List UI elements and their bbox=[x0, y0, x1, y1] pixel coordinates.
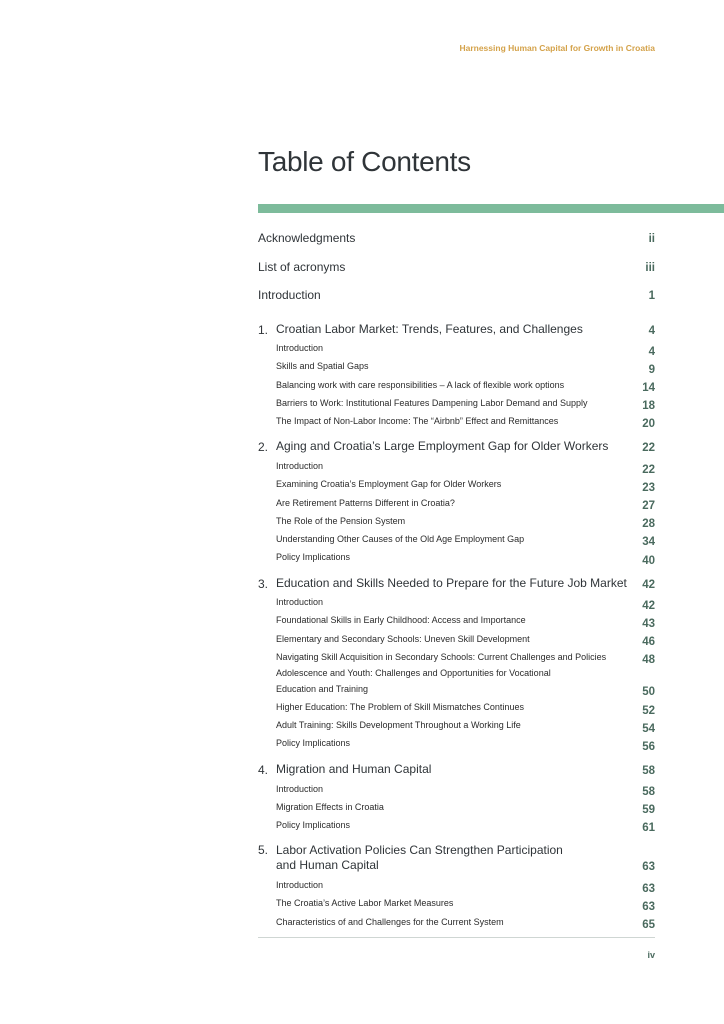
toc-subentry[interactable] bbox=[258, 780, 655, 798]
subentry-label: Introduction bbox=[276, 597, 324, 608]
toc-page-number: 40 bbox=[642, 554, 655, 567]
toc-chapter-1 bbox=[258, 322, 655, 431]
toc-subentry[interactable] bbox=[258, 895, 655, 913]
chapter-number: 1. bbox=[258, 322, 269, 337]
page-number: iv bbox=[647, 950, 655, 960]
subentry-label: Navigating Skill Acquisition in Secondary Schools: Current Challenges and Policies bbox=[276, 651, 607, 662]
toc-subentry[interactable] bbox=[258, 394, 655, 412]
toc-page-number: 52 bbox=[642, 704, 655, 717]
subentry-label: Characteristics of and Challenges for the Current System bbox=[276, 916, 504, 927]
subentry-label: Elementary and Secondary Schools: Uneven Skill Development bbox=[276, 633, 530, 644]
chapter-title: Migration and Human Capital bbox=[276, 761, 432, 776]
toc-page-number: 65 bbox=[642, 919, 655, 931]
toc-page-number: 58 bbox=[642, 786, 655, 799]
toc-chapter-5 bbox=[258, 843, 655, 931]
subentry-label: Introduction bbox=[276, 461, 324, 472]
chapter-number: 2. bbox=[258, 440, 269, 455]
toc-subentry[interactable] bbox=[258, 798, 655, 816]
toc-page-number: 63 bbox=[642, 882, 655, 895]
toc-entry-acronyms[interactable] bbox=[258, 260, 655, 289]
toc-page-number: iii bbox=[645, 261, 655, 274]
subentry-label: Policy Implications bbox=[276, 552, 351, 563]
toc-entry-introduction[interactable] bbox=[258, 288, 655, 317]
toc-page-number: 43 bbox=[642, 617, 655, 630]
chapter-title: Labor Activation Policies Can Strengthen Participation and Human Capital bbox=[276, 843, 563, 873]
subentry-label: Introduction bbox=[276, 343, 324, 354]
running-header: Harnessing Human Capital for Growth in Croatia bbox=[459, 43, 655, 53]
toc-page-number: 48 bbox=[642, 654, 655, 667]
toc-page-number: 34 bbox=[642, 536, 655, 549]
toc-chapter-3 bbox=[258, 576, 655, 753]
table-of-contents bbox=[258, 231, 655, 940]
toc-subentry[interactable] bbox=[258, 913, 655, 931]
toc-page-number: 28 bbox=[642, 518, 655, 531]
subentry-label: Introduction bbox=[276, 783, 324, 794]
chapter-heading[interactable] bbox=[258, 322, 655, 337]
page-title: Table of Contents bbox=[258, 146, 471, 177]
toc-subentry[interactable] bbox=[258, 476, 655, 494]
toc-subentry[interactable] bbox=[258, 612, 655, 630]
chapter-heading[interactable] bbox=[258, 439, 655, 454]
toc-page-number: 42 bbox=[642, 578, 655, 591]
subentry-label: Foundational Skills in Early Childhood: Access and Importance bbox=[276, 615, 526, 626]
subentry-label: Barriers to Work: Institutional Features Dampening Labor Demand and Supply bbox=[276, 397, 588, 408]
subentry-label: Examining Croatia’s Employment Gap for Older Workers bbox=[276, 479, 502, 490]
toc-page-number: 63 bbox=[642, 900, 655, 913]
toc-page-number: 59 bbox=[642, 804, 655, 817]
toc-page-number: 9 bbox=[648, 363, 655, 376]
toc-entry-acknowledgments[interactable] bbox=[258, 231, 655, 260]
subentry-label: Adolescence and Youth: Challenges and Opportunities for Vocational Education and Training bbox=[276, 668, 551, 694]
toc-page-number: ii bbox=[648, 233, 655, 245]
toc-subentry[interactable] bbox=[258, 412, 655, 430]
toc-chapter-2 bbox=[258, 439, 655, 566]
toc-subentry[interactable] bbox=[258, 816, 655, 834]
toc-page-number: 63 bbox=[642, 861, 655, 874]
subentry-label: Introduction bbox=[276, 880, 324, 891]
chapter-number: 3. bbox=[258, 576, 269, 591]
toc-subentry[interactable] bbox=[258, 512, 655, 530]
toc-page-number: 1 bbox=[648, 290, 655, 302]
toc-page-number: 61 bbox=[642, 822, 655, 835]
toc-subentry[interactable] bbox=[258, 876, 655, 894]
toc-subentry[interactable] bbox=[258, 698, 655, 716]
toc-subentry[interactable] bbox=[258, 530, 655, 548]
toc-page-number: 18 bbox=[642, 400, 655, 413]
toc-page-number: 22 bbox=[642, 442, 655, 455]
footer-divider bbox=[258, 937, 655, 938]
toc-subentry[interactable] bbox=[258, 376, 655, 394]
toc-subentry[interactable] bbox=[258, 735, 655, 753]
subentry-label: The Croatia’s Active Labor Market Measures bbox=[276, 898, 454, 909]
toc-page-number: 27 bbox=[642, 500, 655, 512]
title-accent-bar bbox=[258, 204, 724, 213]
toc-page-number: 22 bbox=[642, 463, 655, 476]
chapter-title: Croatian Labor Market: Trends, Features, and Challenges bbox=[276, 321, 583, 336]
toc-page-number: 4 bbox=[648, 324, 655, 337]
toc-entry-label: List of acronyms bbox=[258, 259, 346, 274]
chapter-title: Aging and Croatia’s Large Employment Gap for Older Workers bbox=[276, 439, 609, 454]
toc-page-number: 42 bbox=[642, 599, 655, 612]
chapter-heading[interactable] bbox=[258, 762, 655, 777]
chapter-title: Education and Skills Needed to Prepare for the Future Job Market bbox=[276, 575, 627, 590]
toc-subentry[interactable] bbox=[258, 666, 655, 698]
subentry-label: Migration Effects in Croatia bbox=[276, 801, 384, 812]
toc-page-number: 56 bbox=[642, 740, 655, 753]
toc-page-number: 46 bbox=[642, 636, 655, 649]
subentry-label: Policy Implications bbox=[276, 819, 351, 830]
toc-chapter-4 bbox=[258, 762, 655, 835]
toc-subentry[interactable] bbox=[258, 358, 655, 376]
toc-subentry[interactable] bbox=[258, 630, 655, 648]
toc-page-number: 50 bbox=[642, 686, 655, 699]
subentry-label: Skills and Spatial Gaps bbox=[276, 361, 369, 372]
toc-page-number: 4 bbox=[648, 345, 655, 358]
toc-page-number: 54 bbox=[642, 722, 655, 735]
toc-subentry[interactable] bbox=[258, 548, 655, 566]
subentry-label: The Impact of Non-Labor Income: The “Airbnb” Effect and Remittances bbox=[276, 415, 559, 426]
toc-page-number: 20 bbox=[642, 418, 655, 431]
chapter-number: 4. bbox=[258, 762, 269, 777]
chapter-heading[interactable] bbox=[258, 843, 655, 873]
subentry-label: Policy Implications bbox=[276, 738, 351, 749]
toc-page-number: 58 bbox=[642, 764, 655, 777]
toc-page-number: 23 bbox=[642, 481, 655, 494]
toc-subentry[interactable] bbox=[258, 340, 655, 358]
subentry-label: Adult Training: Skills Development Throughout a Working Life bbox=[276, 720, 521, 731]
subentry-label: Higher Education: The Problem of Skill Mismatches Continues bbox=[276, 702, 524, 712]
toc-entry-label: Introduction bbox=[258, 288, 321, 302]
toc-subentry[interactable] bbox=[258, 457, 655, 475]
subentry-label: The Role of the Pension System bbox=[276, 515, 406, 526]
chapter-number: 5. bbox=[258, 843, 269, 858]
toc-subentry[interactable] bbox=[258, 648, 655, 666]
toc-subentry[interactable] bbox=[258, 494, 655, 512]
toc-subentry[interactable] bbox=[258, 717, 655, 735]
subentry-label: Balancing work with care responsibilities – A lack of flexible work options bbox=[276, 379, 565, 390]
toc-entry-label: Acknowledgments bbox=[258, 231, 356, 245]
subentry-label: Are Retirement Patterns Different in Croatia? bbox=[276, 497, 455, 508]
subentry-label: Understanding Other Causes of the Old Age Employment Gap bbox=[276, 533, 525, 544]
chapter-heading[interactable] bbox=[258, 576, 655, 591]
toc-subentry[interactable] bbox=[258, 594, 655, 612]
toc-page-number: 14 bbox=[642, 382, 655, 395]
